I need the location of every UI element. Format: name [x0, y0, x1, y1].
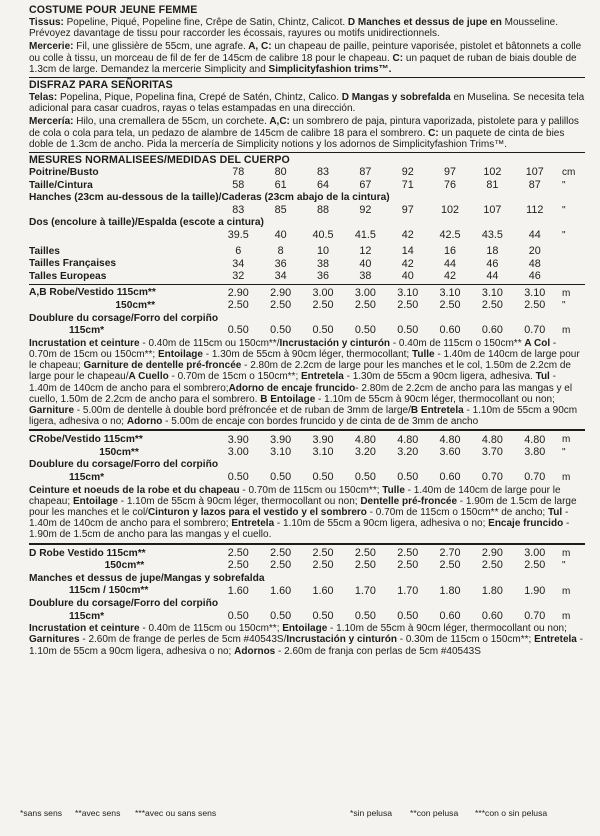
section-c	[29, 433, 585, 540]
note-heading: Incrustación y cinturón	[279, 337, 391, 349]
note-text: - 1.10m de 55cm a 90cm ligera, adhesiva o no;	[29, 404, 578, 428]
sleeves-row	[29, 584, 585, 597]
cell-value: 0.50	[312, 324, 334, 337]
footer-sans-sens: *sans sens	[20, 808, 63, 818]
note-heading: Tulle	[411, 348, 435, 360]
cell-value: 2.50	[312, 299, 334, 312]
cell-value: 2.50	[227, 546, 249, 559]
section-d	[29, 547, 585, 657]
cell-value: 34	[232, 257, 245, 270]
cell-value: 92	[401, 166, 414, 179]
yardage-table	[29, 286, 585, 336]
note-text: - 2.80m de 2.2cm de large pour les manches et le col, 1.50m de 2.2cm de large pour le chapeau/	[29, 360, 571, 383]
unit: "	[561, 560, 566, 572]
note-text: - 0.70m de 115cm o 150cm** de ancho;	[366, 507, 548, 519]
cell-value: 2.50	[481, 559, 503, 572]
cell-value: 2.50	[312, 559, 334, 572]
note-text: - 0.70m de 15cm o 150cm**;	[168, 371, 302, 383]
notions-notes	[29, 338, 585, 428]
cell-value: 3.10	[524, 286, 546, 299]
yardage-table	[29, 433, 585, 483]
unit: m	[561, 547, 571, 559]
cell-value: 87	[359, 166, 372, 179]
cell-value: 0.70	[524, 471, 546, 484]
cell-value: 8	[277, 244, 284, 257]
cell-value: 1.60	[270, 584, 292, 597]
note-heading: Incrustación y cinturón	[286, 634, 397, 646]
yardage-row-label: 150cm**	[99, 446, 139, 458]
divider	[29, 543, 585, 545]
cell-value: 2.50	[397, 299, 419, 312]
measure-row	[29, 166, 585, 179]
cell-value: 48	[528, 257, 541, 270]
note-text: - 1.40m de 140cm de ancho para el sombrero;	[29, 371, 556, 394]
cell-value: 42.5	[439, 229, 461, 242]
yardage-table	[29, 547, 585, 623]
lining-row-label: 115cm*	[69, 472, 105, 484]
yardage-row-label: A,B Robe/Vestido 115cm**	[29, 287, 156, 299]
note-text: - 1.40m de 140cm de large pour le chapeau;	[29, 348, 580, 372]
cell-value: 0.70	[524, 609, 546, 622]
yardage-row	[29, 446, 585, 459]
costume-fabrics: Tissus: Popeline, Piqué, Popeline fine, Crêpe de Satin, Chintz, Calicot. D Manches et dessus de jupe en Mousseline. Prévoyez davantage de tissu pour raccorder les écossais, rayures ou motifs unidirectionnels.	[29, 17, 558, 40]
note-heading: Incrustation et ceinture	[29, 623, 140, 635]
cell-value: 1.70	[354, 584, 376, 597]
cell-value: 2.90	[481, 546, 503, 559]
cell-value: 87	[528, 178, 541, 191]
note-text: - 1.10m de 55cm à 90cm léger, thermocollant ou non;	[117, 495, 361, 507]
cell-value: 41.5	[354, 229, 376, 242]
cell-value: 3.70	[481, 446, 503, 459]
note-heading: Garnitures	[29, 634, 80, 646]
cell-value: 16	[444, 244, 457, 257]
unit: cm	[561, 167, 576, 179]
divider	[29, 77, 585, 78]
note-heading: Adorno de encaje fruncido	[228, 382, 356, 394]
cell-value: 2.50	[270, 299, 292, 312]
yardage-row	[29, 547, 585, 560]
cell-value: 2.50	[227, 559, 249, 572]
cell-value: 40	[401, 270, 414, 283]
unit: m	[561, 472, 571, 484]
cell-value: 2.50	[270, 559, 292, 572]
cell-value: 2.50	[439, 559, 461, 572]
cell-value: 2.50	[354, 299, 376, 312]
cell-value: 0.60	[481, 609, 503, 622]
cell-value: 107	[483, 204, 502, 217]
cell-value: 0.70	[524, 324, 546, 337]
measure-row-label	[29, 229, 217, 242]
size-row	[29, 245, 585, 258]
size-row-label: Tailles	[29, 245, 60, 257]
cell-value: 0.50	[397, 324, 419, 337]
measure-row	[29, 229, 585, 242]
cell-value: 2.50	[481, 299, 503, 312]
lining-heading-label: Doublure du corsage/Forro del corpiño	[29, 312, 219, 324]
cell-value: 1.80	[481, 584, 503, 597]
cell-value: 67	[359, 178, 372, 191]
cell-value: 2.50	[227, 299, 249, 312]
sizes-table	[29, 245, 585, 283]
yardage-row	[29, 559, 585, 572]
sleeves-row-label: 115cm / 150cm**	[69, 585, 149, 597]
disfraz-fabrics: Telas: Popelina, Pique, Popelina fina, Crepé de Satén, Chintz, Calico. D Mangas y sobrefalda en Muselina. Se necesita tela adicional para casar cuadros, rayas o telas estampadas en una dirección.	[29, 92, 585, 115]
note-text: - 0.30m de 115cm o 150cm**;	[396, 634, 535, 646]
note-heading: B Entoilage	[260, 393, 316, 405]
size-row-label: Talles Europeas	[29, 270, 107, 282]
cell-value: 3.00	[227, 446, 249, 459]
unit: "	[561, 179, 566, 191]
lining-heading	[29, 597, 585, 610]
cell-value: 4.80	[524, 433, 546, 446]
note-heading: Tul	[547, 507, 563, 519]
note-heading: Entoilage	[72, 495, 118, 507]
note-text: - 1.10m de 55cm à 90cm léger, thermocollant ou non;	[315, 393, 555, 405]
cell-value: 46	[486, 257, 499, 270]
cell-value: 58	[232, 178, 245, 191]
note-heading: A Cuello	[128, 371, 169, 383]
cell-value: 0.50	[354, 324, 376, 337]
note-text: - 5.00m de encaje con bordes fruncido y de cinta de de 3mm de ancho	[162, 416, 479, 428]
cell-value: 34	[274, 270, 287, 283]
costume-block	[29, 4, 585, 75]
cell-value: 3.80	[524, 446, 546, 459]
cell-value: 6	[235, 244, 242, 257]
cell-value: 0.60	[439, 609, 461, 622]
cell-value: 38	[316, 257, 329, 270]
cell-value: 3.10	[481, 286, 503, 299]
cell-value: 0.50	[354, 471, 376, 484]
cell-value: 85	[274, 204, 287, 217]
note-text: - 1.30m de 55cm a 90cm ligera, adhesiva.	[343, 371, 536, 383]
cell-value: 3.20	[354, 446, 376, 459]
note-heading: Tulle	[382, 484, 405, 496]
note-text: - 1.90m de 1.5cm de large pour les manches et le col/	[29, 495, 577, 519]
lining-row-label: 115cm*	[69, 325, 105, 337]
lining-heading-label: Doublure du corsage/Forro del corpiño	[29, 597, 219, 609]
yardage-row-label: 150cm**	[104, 560, 145, 572]
content-column	[29, 4, 585, 659]
cell-value: 2.90	[270, 286, 292, 299]
cell-value: 80	[274, 166, 287, 179]
note-text: - 1.90m de 1.5cm de ancho para las mangas y el cuello.	[29, 518, 570, 541]
footer-avec-ou-sans-sens: ***avec ou sans sens	[135, 808, 217, 818]
note-heading: Adornos	[234, 645, 276, 657]
yardage-row-label: D Robe Vestido 115cm**	[29, 547, 146, 559]
lining-row	[29, 324, 585, 337]
cell-value: 1.60	[312, 584, 334, 597]
note-text: - 1.10m de 55cm a 90cm ligera, adhesiva o no;	[29, 634, 583, 657]
cell-value: 0.60	[481, 324, 503, 337]
cell-value: 64	[316, 178, 329, 191]
cell-value: 81	[486, 178, 499, 191]
cell-value: 88	[316, 204, 329, 217]
cell-value: 0.50	[270, 471, 292, 484]
disfraz-notions: Mercería: Hilo, una cremallera de 55cm, un corchete. A,C: un sombrero de paja, pintura vaporizada, pistolete para y palillos de cola o cola para tela, un pedazo de alambre de 145cm de calibre 18 para el sombrero. C: un paquete de cinta de bies doble de 1.3cm de ancho. Pida la mercería de Simplicity notions y los adornos de Simplicityfashion Trims™.	[29, 116, 579, 150]
note-heading: Garniture	[29, 404, 75, 416]
divider	[29, 152, 585, 153]
note-text: - 2.80m de 2.2cm de ancho para las mangas y el cuello, 1.50m de 2.2cm de ancho para el sombrero.	[29, 382, 573, 405]
disfraz-title: DISFRAZ PARA SEÑORITAS	[29, 79, 173, 91]
cell-value: 38	[359, 270, 372, 283]
cell-value: 83	[316, 166, 329, 179]
note-text: - 1.30m de 55cm à 90cm léger, thermocollant;	[202, 348, 412, 360]
measure-row-label	[29, 204, 217, 217]
cell-value: 2.50	[439, 299, 461, 312]
cell-value: 3.00	[524, 546, 546, 559]
footer-sin-pelusa: *sin pelusa	[350, 808, 393, 818]
section-ab	[29, 286, 585, 427]
cell-value: 10	[316, 244, 329, 257]
cell-value: 4.80	[439, 433, 461, 446]
cell-value: 3.10	[397, 286, 419, 299]
measures-table	[29, 166, 585, 242]
cell-value: 2.50	[354, 546, 376, 559]
cell-value: 2.50	[524, 299, 546, 312]
cell-value: 3.10	[270, 446, 292, 459]
measure-row	[29, 204, 585, 217]
cell-value: 40	[274, 229, 287, 242]
unit: m	[561, 325, 571, 337]
unit: "	[561, 230, 566, 242]
cell-value: 0.60	[439, 471, 461, 484]
cell-value: 36	[316, 270, 329, 283]
disfraz-block	[29, 79, 585, 150]
cell-value: 0.60	[439, 324, 461, 337]
cell-value: 112	[526, 204, 544, 217]
cell-value: 18	[486, 244, 499, 257]
note-heading: Ceinture et noeuds de la robe et du chapeau	[29, 484, 240, 496]
cell-value: 61	[274, 178, 287, 191]
cell-value: 4.80	[397, 433, 419, 446]
note-text: - 0.70m de 115cm ou 150cm**;	[239, 484, 383, 496]
note-heading: Entoilage	[282, 623, 328, 635]
cell-value: 43.5	[481, 229, 503, 242]
cell-value: 3.10	[312, 446, 334, 459]
unit: "	[561, 447, 566, 459]
measure-row-label: Hanches (23cm au-dessous de la taille)/Caderas (23cm abajo de la cintura)	[29, 192, 390, 204]
cell-value: 78	[232, 166, 245, 179]
cell-value: 2.50	[397, 546, 419, 559]
note-heading: Adorno	[126, 416, 163, 428]
unit: m	[561, 287, 571, 299]
note-text: - 0.40m de 115cm o 150cm**	[390, 337, 525, 349]
cell-value: 2.50	[354, 559, 376, 572]
cell-value: 44	[486, 270, 499, 283]
note-heading: Entretela	[231, 518, 275, 530]
cell-value: 2.50	[312, 546, 334, 559]
footer-con-pelusa: **con pelusa	[410, 808, 459, 818]
note-heading: Encaje fruncido	[488, 518, 564, 530]
cell-value: 83	[232, 204, 245, 217]
cell-value: 0.50	[227, 324, 249, 337]
cell-value: 3.90	[227, 433, 249, 446]
cell-value: 102	[441, 204, 460, 217]
yardage-row	[29, 433, 585, 446]
cell-value: 3.90	[270, 433, 292, 446]
notions-notes	[29, 623, 585, 657]
cell-value: 44	[444, 257, 457, 270]
note-text: - 1.10m de 55cm à 90cm léger, thermocollant ou non;	[327, 623, 567, 635]
cell-value: 0.50	[312, 609, 334, 622]
note-heading: Tul	[535, 371, 550, 383]
cell-value: 71	[401, 178, 414, 191]
notions-notes	[29, 485, 585, 541]
note-text: - 1.40m de 140cm de large pour le chapeau;	[29, 484, 561, 507]
cell-value: 1.70	[397, 584, 419, 597]
cell-value: 2.90	[227, 286, 249, 299]
unit	[556, 270, 585, 283]
cell-value: 107	[525, 166, 544, 179]
cell-value: 1.90	[524, 584, 546, 597]
cell-value: 3.00	[312, 286, 334, 299]
cell-value: 2.50	[270, 546, 292, 559]
cell-value: 3.00	[354, 286, 376, 299]
sleeves-heading-label: Manches et dessus de jupe/Mangas y sobrefalda	[29, 572, 265, 584]
lining-heading	[29, 312, 585, 325]
sleeves-heading	[29, 572, 585, 585]
cell-value: 20	[528, 244, 541, 257]
cell-value: 3.20	[397, 446, 419, 459]
cell-value: 32	[232, 270, 245, 283]
note-heading: Entoilage	[157, 348, 203, 360]
yardage-row-label: CRobe/Vestido 115cm**	[29, 434, 143, 446]
unit: m	[561, 434, 571, 446]
lining-row-label: 115cm*	[69, 610, 105, 622]
unit	[556, 257, 585, 270]
lining-heading-label: Doublure du corsage/Forro del corpiño	[29, 459, 219, 471]
lining-heading	[29, 458, 585, 471]
note-heading: Dentelle pré-froncée	[360, 495, 458, 507]
yardage-row	[29, 299, 585, 312]
cell-value: 0.50	[270, 324, 292, 337]
cell-value: 3.10	[439, 286, 461, 299]
note-text: - 0.70m de 15cm ou 150cm**;	[29, 337, 557, 360]
cell-value: 0.50	[397, 471, 419, 484]
cell-value: 2.50	[524, 559, 546, 572]
measure-row	[29, 216, 585, 229]
cell-value: 46	[528, 270, 541, 283]
size-row	[29, 257, 585, 270]
yardage-row	[29, 286, 585, 299]
cell-value: 44	[528, 229, 541, 242]
note-text: - 2.60m de frange de perles de 5cm #40543S/	[79, 634, 287, 646]
cell-value: 39.5	[227, 229, 249, 242]
cell-value: 14	[401, 244, 414, 257]
cell-value: 2.70	[439, 546, 461, 559]
cell-value: 2.50	[397, 559, 419, 572]
costume-notions: Mercerie: Fil, une glissière de 55cm, une agrafe. A, C: un chapeau de paille, peinture vaporisée, pistolet et bâtonnets a colle ou colle à tissu, un morceau de fil de fer de 145cm de calibre 18 pour le chapeau. C: un paquet de ruban de biais double de 1.3cm de large. Demandez la mercerie Simplicity and Simplicityfashion trims™.	[29, 41, 582, 75]
cell-value: 4.80	[354, 433, 376, 446]
cell-value: 1.80	[439, 584, 461, 597]
cell-value: 92	[359, 204, 372, 217]
cell-value: 12	[359, 244, 372, 257]
cell-value: 0.50	[227, 471, 249, 484]
note-heading: B Entretela	[410, 404, 464, 416]
cell-value: 42	[444, 270, 457, 283]
unit: m	[561, 585, 571, 597]
cell-value: 97	[401, 204, 414, 217]
note-heading: Entretela	[534, 634, 577, 646]
note-text: - 1.40m de 140cm de ancho para el sombrero;	[29, 507, 569, 530]
note-heading: Garniture de dentelle pré-froncée	[83, 360, 242, 372]
measure-row-label: Taille/Cintura	[29, 179, 93, 191]
size-row-label: Tailles Françaises	[29, 258, 117, 270]
cell-value: 42	[401, 229, 414, 242]
cell-value: 36	[274, 257, 287, 270]
cell-value: 40	[359, 257, 372, 270]
cell-value: 4.80	[481, 433, 503, 446]
cell-value: 0.50	[227, 609, 249, 622]
cell-value: 1.60	[227, 584, 249, 597]
measures-title: MESURES NORMALISEES/MEDIDAS DEL CUERPO	[29, 154, 290, 166]
note-heading: Cinturon y lazos para el vestido y el sombrero	[147, 507, 367, 519]
yardage-row-label: 150cm**	[115, 299, 156, 311]
cell-value: 0.70	[481, 471, 503, 484]
measure-row-label: Poitrine/Busto	[29, 167, 99, 179]
cell-value: 0.50	[397, 609, 419, 622]
cell-value: 102	[483, 166, 502, 179]
cell-value: 40.5	[312, 229, 334, 242]
note-text: - 2.60m de franja con perlas de 5cm #40543S	[275, 645, 481, 657]
lining-row	[29, 610, 585, 623]
unit: "	[561, 300, 566, 312]
measure-row	[29, 179, 585, 192]
unit	[556, 245, 585, 258]
size-row	[29, 270, 585, 283]
footer-con-o-sin-pelusa: ***con o sin pelusa	[475, 808, 548, 818]
lining-row	[29, 471, 585, 484]
cell-value: 76	[444, 178, 457, 191]
cell-value: 3.60	[439, 446, 461, 459]
divider	[29, 284, 585, 285]
measure-row-label: Dos (encolure à taille)/Espalda (escote a cintura)	[29, 217, 264, 229]
cell-value: 0.50	[270, 609, 292, 622]
footer-avec-sens: **avec sens	[75, 808, 121, 818]
measure-row	[29, 191, 585, 204]
cell-value: 42	[401, 257, 414, 270]
unit: m	[561, 610, 571, 622]
cell-value: 3.90	[312, 433, 334, 446]
note-text: - 0.40m de 115cm ou 150cm**/	[139, 337, 280, 349]
note-text: - 1.10m de 55cm a 90cm ligera, adhesiva o no;	[274, 518, 489, 530]
note-heading: Entretela	[301, 371, 344, 383]
cell-value: 97	[444, 166, 457, 179]
divider	[29, 429, 585, 431]
cell-value: 0.50	[312, 471, 334, 484]
note-text: - 0.40m de 115cm ou 150cm**;	[139, 623, 283, 635]
cell-value: 0.50	[354, 609, 376, 622]
note-heading: Incrustation et ceinture	[29, 337, 140, 349]
note-heading: A Col	[524, 337, 551, 349]
note-text: - 5.00m de dentelle à double bord préfroncée et de ruban de 3mm de large/	[74, 404, 411, 416]
unit: "	[561, 205, 566, 217]
costume-title: COSTUME POUR JEUNE FEMME	[29, 4, 198, 16]
